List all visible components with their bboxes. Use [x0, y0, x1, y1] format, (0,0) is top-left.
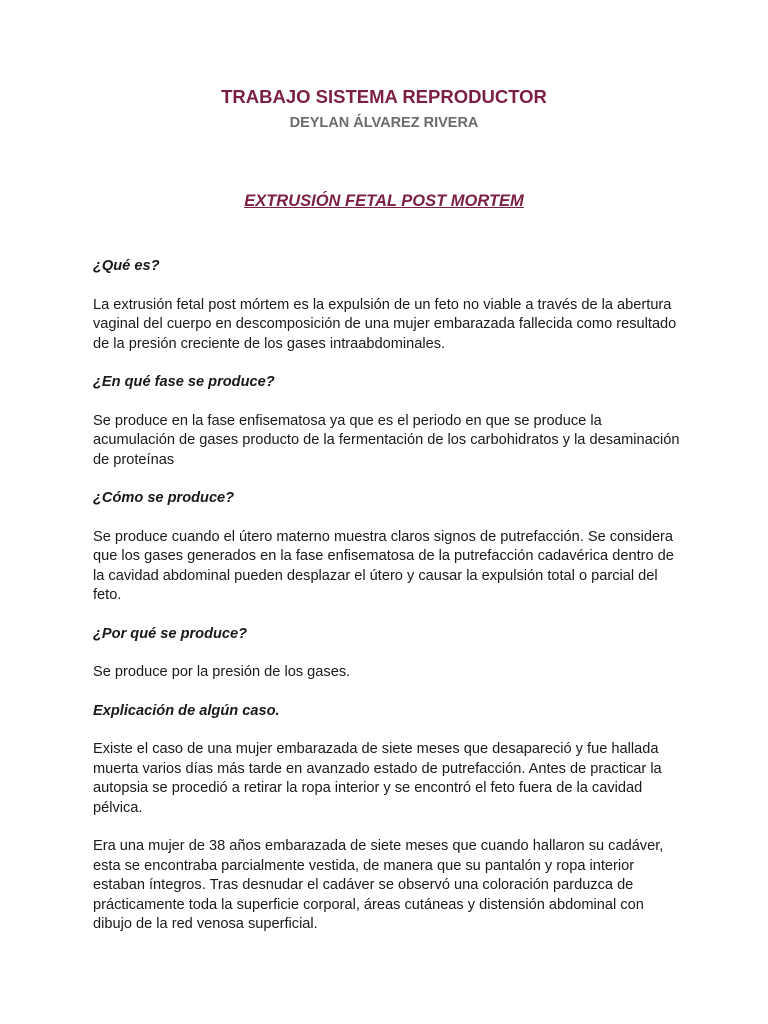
document-title: TRABAJO SISTEMA REPRODUCTOR — [221, 86, 547, 107]
question-que-es: ¿Qué es? — [93, 258, 160, 274]
answer-paragraph: Se produce por la presión de los gases. — [93, 664, 351, 680]
question-caso: Explicación de algún caso. — [93, 702, 280, 719]
document-body — [93, 257, 683, 954]
question-fase: ¿En qué fase se produce? — [93, 374, 275, 390]
answer-paragraph: Se produce en la fase enfisematosa ya que es el periodo en que se produce la acumulación de gases producto de la fermentación de los carbohidratos y la desaminación de proteínas — [93, 412, 680, 468]
question-por-que: ¿Por qué se produce? — [93, 625, 248, 642]
answer-paragraph: Existe el caso de una mujer embarazada de siete meses que desapareció y fue hallada muerta varios días más tarde en avanzado estado de putrefacción. Antes de practicar la autopsia se procedió a retirar la ropa interior y se encontró el feto fuera de la cavidad pélvica. — [93, 741, 662, 816]
answer-paragraph: La extrusión fetal post mórtem es la expulsión de un feto no viable a través de la abertura vaginal del cuerpo en descomposición de una mujer embarazada fallecida como resultado de la presión creciente de los gases intraabdominales. — [93, 296, 677, 352]
answer-paragraph: Era una mujer de 38 años embarazada de siete meses que cuando hallaron su cadáver, esta se encontraba parcialmente vestida, de manera que su pantalón y ropa interior estaban íntegros. Tras desnudar el cadáver se observó una coloración parduzca de prácticamente toda la superficie corporal, áreas cutáneas y distensión abdominal con dibujo de la red venosa superficial. — [93, 838, 664, 932]
document-author: DEYLAN ÁLVAREZ RIVERA — [289, 115, 479, 131]
answer-paragraph: Se produce cuando el útero materno muestra claros signos de putrefacción. Se considera que los gases generados en la fase enfisematosa de la putrefacción cadavérica dentro de la cavidad abdominal pueden desplazar el útero y causar la expulsión total o parcial del feto. — [93, 528, 674, 603]
section-heading: EXTRUSIÓN FETAL POST MORTEM — [244, 192, 524, 210]
question-como: ¿Cómo se produce? — [93, 490, 235, 506]
